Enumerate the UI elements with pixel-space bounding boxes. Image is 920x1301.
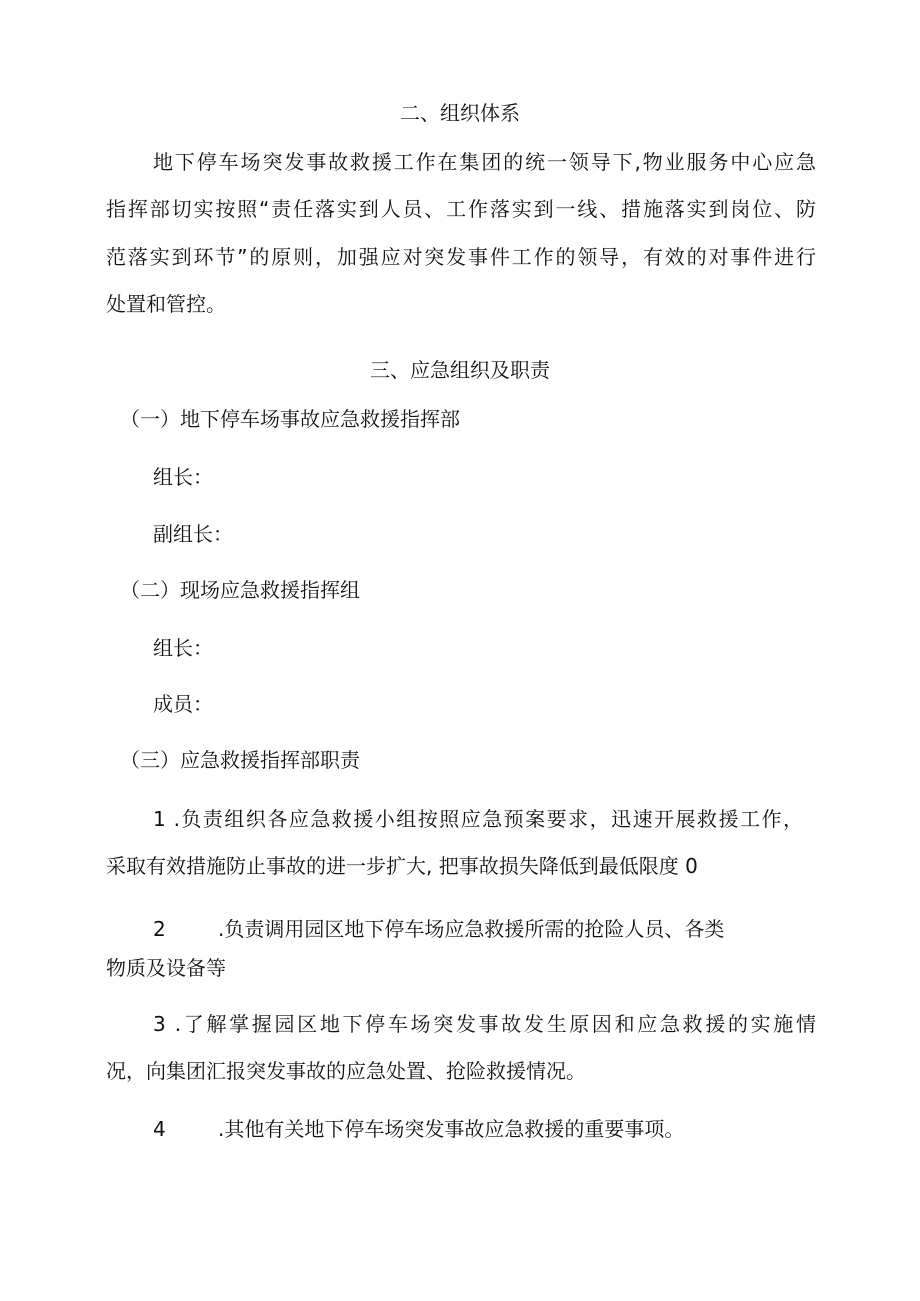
deputy-leader-label: 副组长：: [153, 522, 233, 546]
duty-item-line: 物质及设备等: [106, 956, 226, 980]
subsection-title: （二）现场应急救援指挥组: [120, 578, 360, 602]
duty-item-line: 3 .了解掌握园区地下停车场突发事故发生原因和应急救援的实施情: [153, 1012, 816, 1036]
member-label: 成员：: [153, 692, 213, 716]
duty-item-number: 4: [153, 1117, 166, 1141]
section-heading: 三、应急组织及职责: [370, 358, 550, 382]
duty-item-number: 2: [153, 917, 166, 941]
duty-item-line: 况，向集团汇报突发事故的应急处置、抢险救援情况。: [106, 1059, 586, 1083]
duty-item-line: 1 .负责组织各应急救援小组按照应急预案要求，迅速开展救援工作，: [153, 807, 803, 831]
leader-label: 组长：: [153, 636, 213, 660]
duty-item-line: 采取有效措施防止事故的进一步扩大, 把事故损失降低到最低限度 0: [106, 854, 698, 878]
subsection-title: （三）应急救援指挥部职责: [120, 748, 360, 772]
duty-item-line: .其他有关地下停车场突发事故应急救援的重要事项。: [218, 1117, 685, 1141]
section-heading: 二、组织体系: [400, 101, 520, 125]
paragraph-line: 指挥部切实按照“责任落实到人员、工作落实到一线、措施落实到岗位、防: [106, 197, 816, 221]
paragraph-line: 处置和管控。: [106, 292, 226, 316]
subsection-title: （一）地下停车场事故应急救援指挥部: [120, 407, 460, 431]
paragraph-line: 地下停车场突发事故救援工作在集团的统一领导下,物业服务中心应急: [153, 150, 816, 174]
paragraph-line: 范落实到环节”的原则，加强应对突发事件工作的领导，有效的对事件进行: [106, 245, 816, 269]
leader-label: 组长：: [153, 465, 213, 489]
duty-item-line: .负责调用园区地下停车场应急救援所需的抢险人员、各类: [218, 917, 725, 941]
